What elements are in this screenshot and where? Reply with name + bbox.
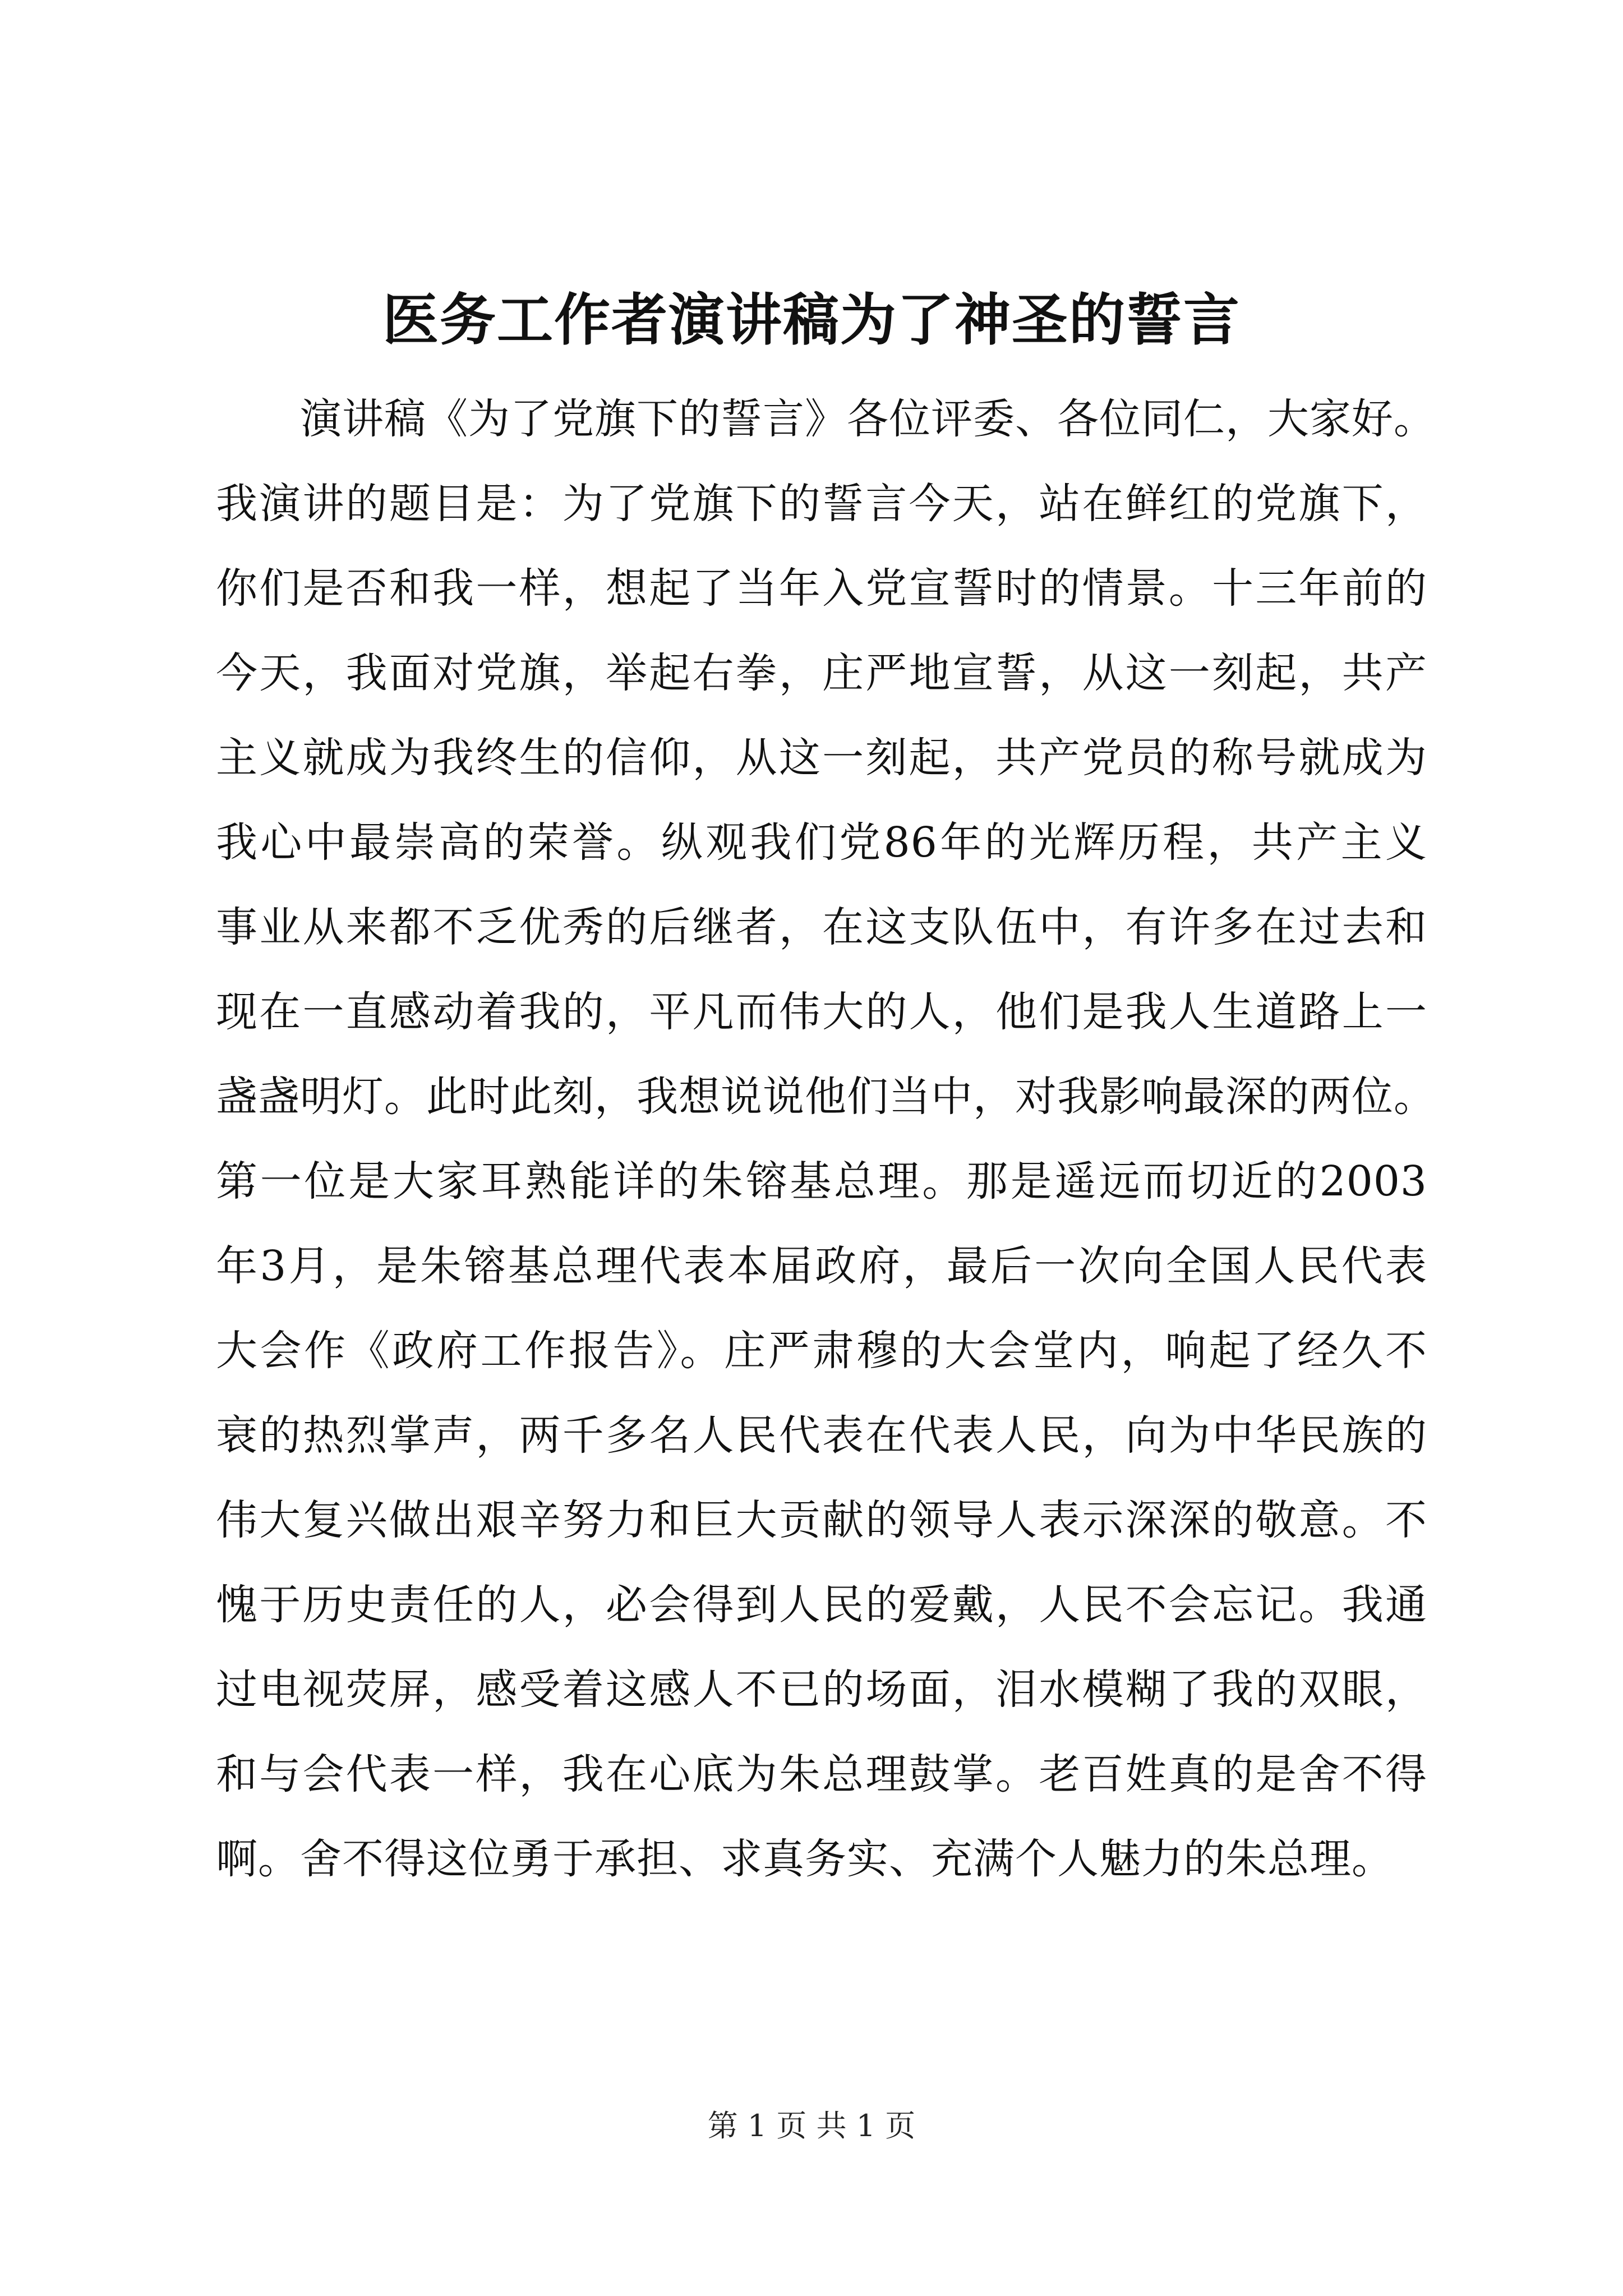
- body-line: 衰的热烈掌声，两千多名人民代表在代表人民，向为中华民族的: [216, 1411, 1427, 1460]
- body-line: 事业从来都不乏优秀的后继者，在这支队伍中，有许多在过去和: [216, 903, 1427, 951]
- body-line: 你们是否和我一样，想起了当年入党宣誓时的情景。十三年前的: [216, 564, 1427, 613]
- body-line: 愧于历史责任的人，必会得到人民的爱戴，人民不会忘记。我通: [216, 1581, 1427, 1629]
- body-line: 现在一直感动着我的，平凡而伟大的人，他们是我人生道路上一: [216, 988, 1427, 1036]
- body-line: 我演讲的题目是：为了党旗下的誓言今天，站在鲜红的党旗下，: [216, 480, 1427, 528]
- document-title: 医务工作者演讲稿为了神圣的誓言: [382, 287, 1241, 353]
- body-line: 主义就成为我终生的信仰，从这一刻起，共产党员的称号就成为: [216, 734, 1427, 782]
- page-number: 第 1 页 共 1 页: [707, 2108, 916, 2143]
- body-line: 啊。舍不得这位勇于承担、求真务实、充满个人魅力的朱总理。: [216, 1835, 1394, 1883]
- body-line: 演讲稿《为了党旗下的誓言》各位评委、各位同仁，大家好。: [300, 395, 1436, 443]
- body-line: 大会作《政府工作报告》。庄严肃穆的大会堂内，响起了经久不: [216, 1327, 1427, 1375]
- body-line: 今天，我面对党旗，举起右拳，庄严地宣誓，从这一刻起，共产: [216, 649, 1427, 697]
- body-line: 第一位是大家耳熟能详的朱镕基总理。那是遥远而切近的2003: [216, 1157, 1427, 1205]
- body-line: 盏盏明灯。此时此刻，我想说说他们当中，对我影响最深的两位。: [216, 1073, 1436, 1121]
- document-body: [216, 377, 1436, 1902]
- body-line: 我心中最崇高的荣誉。纵观我们党86年的光辉历程，共产主义: [216, 818, 1427, 867]
- body-line: 伟大复兴做出艰辛努力和巨大贡献的领导人表示深深的敬意。不: [216, 1496, 1427, 1544]
- body-line: 过电视荧屏，感受着这感人不已的场面，泪水模糊了我的双眼，: [216, 1665, 1427, 1714]
- body-line: 和与会代表一样，我在心底为朱总理鼓掌。老百姓真的是舍不得: [216, 1750, 1427, 1798]
- body-line: 年3月，是朱镕基总理代表本届政府，最后一次向全国人民代表: [216, 1242, 1427, 1290]
